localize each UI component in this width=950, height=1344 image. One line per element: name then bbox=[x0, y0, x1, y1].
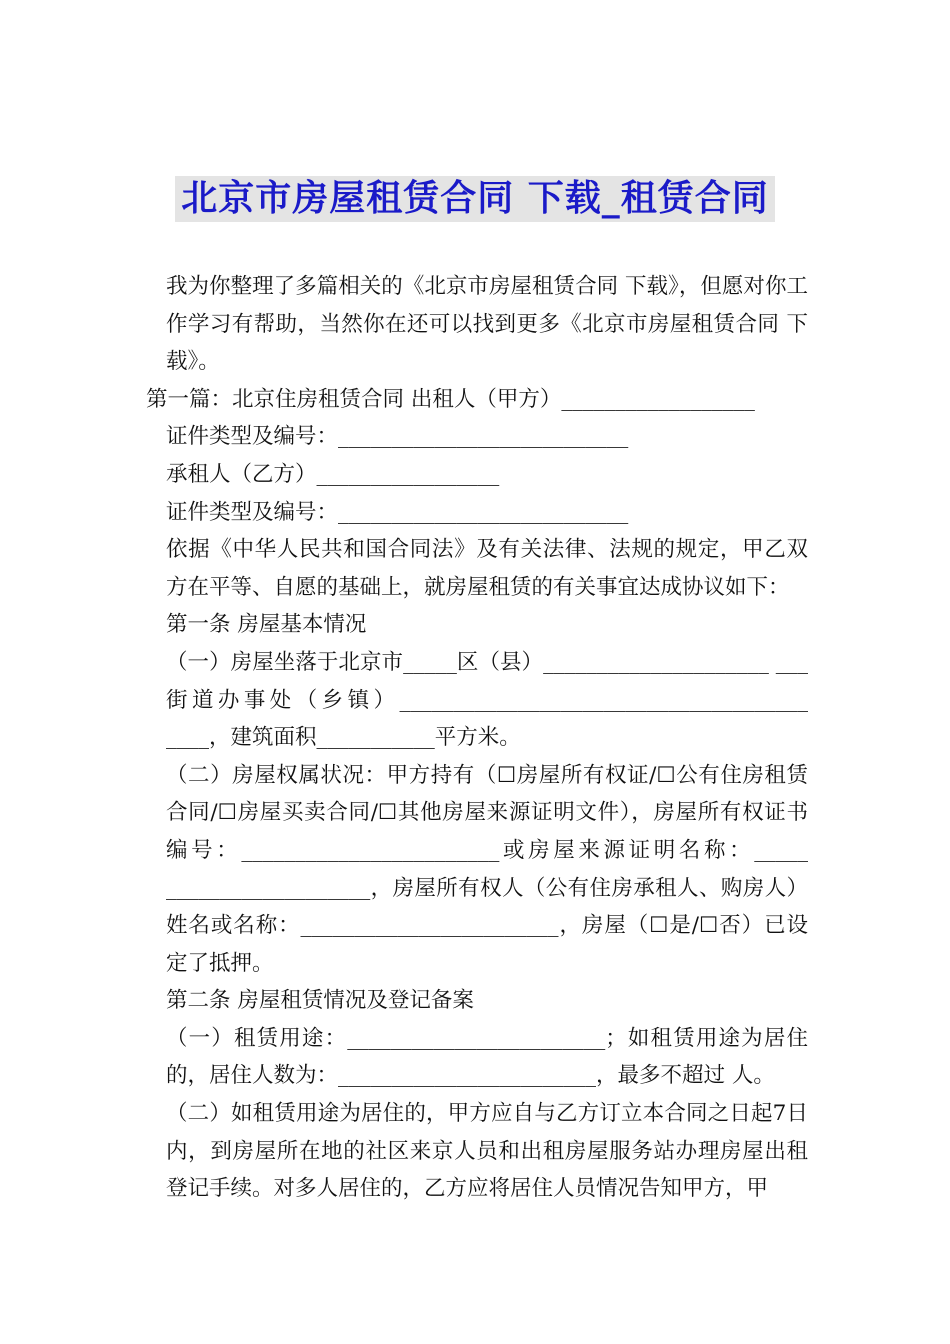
paragraph-lessor-id: 证件类型及编号：___________________________ bbox=[166, 424, 629, 450]
paragraph-intro: 我为你整理了多篇相关的《北京市房屋租赁合同 下载》，但愿对你工作学习有帮助，当然你在还可以找到更多《北京市房屋租赁合同 下载》。 bbox=[166, 274, 808, 375]
paragraph-lessor: 第一篇：北京住房租赁合同 出租人（甲方）__________________ bbox=[146, 386, 755, 412]
paragraph-registration: （二）如租赁用途为居住的，甲方应自与乙方订立本合同之日起7日内，到房屋所在地的社区来京人员和出租房屋服务站办理房屋出租登记手续。对多人居住的，乙方应将居住人员情况告知甲方，甲 bbox=[166, 1101, 808, 1202]
title-wrap bbox=[0, 176, 950, 222]
document-body bbox=[146, 268, 808, 1208]
paragraph-ownership: （二）房屋权属状况：甲方持有（☐房屋所有权证/☐公有住房租赁合同/☐房屋买卖合同/☐其他房屋来源证明文件），房屋所有权证书编号：________________________或房屋来源证明名称：_____ ___________________，房屋所有权人（公有住房承租人、购房人）姓名或名称：________________________，房屋（☐是/☐否）已设定了抵押。 bbox=[166, 762, 808, 976]
document-title: 北京市房屋租赁合同 下载_租赁合同 bbox=[175, 176, 775, 222]
paragraph-lessee-id: 证件类型及编号：___________________________ bbox=[166, 499, 629, 525]
article-2-heading: 第二条 房屋租赁情况及登记备案 bbox=[166, 988, 474, 1014]
paragraph-legal-basis: 依据《中华人民共和国合同法》及有关法律、法规的规定，甲乙双方在平等、自愿的基础上，就房屋租赁的有关事宜达成协议如下： bbox=[166, 537, 808, 600]
paragraph-lessee: 承租人（乙方）_________________ bbox=[166, 461, 500, 487]
paragraph-location: （一）房屋坐落于北京市_____区（县）_____________________ ___街道办事处（乡镇）______________________________________ ____，建筑面积___________平方米。 bbox=[166, 649, 808, 751]
paragraph-usage: （一）租赁用途：________________________；如租赁用途为居住的，居住人数为：________________________，最多不超过 人。 bbox=[166, 1025, 808, 1089]
article-1-heading: 第一条 房屋基本情况 bbox=[166, 612, 367, 638]
